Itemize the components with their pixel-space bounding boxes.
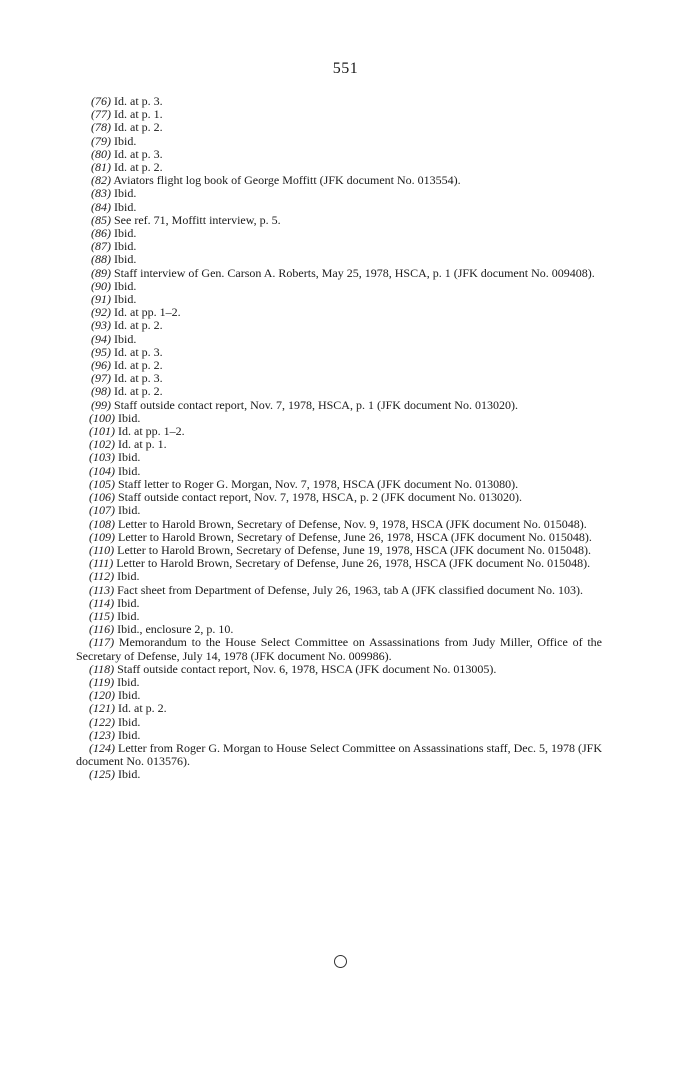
reference-note — [76, 702, 602, 715]
reference-notes-list — [76, 95, 602, 782]
note-number: (95) — [91, 344, 111, 359]
note-text: Ibid. — [117, 569, 140, 584]
note-text: See ref. 71, Moffitt interview, p. 5. — [114, 212, 281, 227]
note-text: Ibid., enclosure 2, p. 10. — [117, 622, 234, 637]
reference-note — [76, 716, 602, 729]
note-text: Staff outside contact report, Nov. 7, 1978, HSCA, p. 1 (JFK document No. 013020). — [114, 397, 518, 412]
note-number: (120) — [89, 688, 115, 703]
note-text: Ibid. — [114, 226, 137, 241]
note-text: Id. at p. 2. — [118, 701, 167, 716]
note-number: (118) — [89, 661, 115, 676]
note-text: Ibid. — [117, 595, 140, 610]
note-number: (124) — [89, 740, 115, 755]
note-number: (115) — [89, 608, 115, 623]
reference-note — [76, 636, 602, 662]
note-text: Id. at p. 2. — [114, 384, 163, 399]
reference-note — [76, 557, 602, 570]
note-text: Staff outside contact report, Nov. 6, 1978, HSCA (JFK document No. 013005). — [117, 661, 497, 676]
note-text: Ibid. — [118, 463, 141, 478]
reference-note — [76, 451, 602, 464]
reference-note — [76, 187, 602, 200]
note-number: (92) — [91, 305, 111, 320]
note-text: Staff interview of Gen. Carson A. Roberts, May 25, 1978, HSCA, p. 1 (JFK document No. 009408). — [114, 265, 595, 280]
note-text: Ibid. — [114, 278, 137, 293]
note-number: (98) — [91, 384, 111, 399]
note-number: (114) — [89, 595, 115, 610]
note-text: Staff letter to Roger G. Morgan, Nov. 7, 1978, HSCA (JFK document No. 013080). — [118, 476, 519, 491]
note-number: (108) — [89, 516, 115, 531]
reference-note — [76, 121, 602, 134]
note-text: Ibid. — [118, 410, 141, 425]
note-number: (122) — [89, 714, 115, 729]
reference-note — [76, 676, 602, 689]
note-text: Ibid. — [118, 450, 141, 465]
note-number: (102) — [89, 437, 115, 452]
note-number: (87) — [91, 239, 111, 254]
note-number: (83) — [91, 186, 111, 201]
note-text: Fact sheet from Department of Defense, July 26, 1963, tab A (JFK classified document No. 103). — [117, 582, 584, 597]
note-number: (96) — [91, 358, 111, 373]
note-number: (123) — [89, 727, 115, 742]
note-text: Ibid. — [118, 767, 141, 782]
note-number: (117) — [89, 635, 115, 650]
note-text: Id. at p. 1. — [114, 107, 163, 122]
reference-note — [76, 491, 602, 504]
note-number: (110) — [89, 542, 115, 557]
note-text: Ibid. — [117, 608, 140, 623]
note-number: (84) — [91, 199, 111, 214]
note-number: (109) — [89, 529, 115, 544]
note-text: Id. at p. 3. — [114, 146, 163, 161]
note-number: (79) — [91, 133, 111, 148]
reference-note — [76, 174, 602, 187]
note-number: (76) — [91, 94, 111, 108]
note-text: Id. at p. 3. — [114, 344, 163, 359]
note-text: Memorandum to the House Select Committee on Assassinations from Judy Miller, Office of the Secretary of Defense, July 14, 1978 (JFK document No. 009986). — [76, 635, 603, 663]
note-number: (101) — [89, 424, 115, 439]
note-number: (121) — [89, 701, 115, 716]
note-text: Letter from Roger G. Morgan to House Select Committee on Assassinations staff, Dec. 5, 1978 (JFK document No. 013576). — [76, 740, 602, 769]
note-number: (105) — [89, 476, 115, 491]
reference-note — [76, 768, 602, 781]
note-text: Ibid. — [118, 727, 141, 742]
note-text: Id. at p. 3. — [114, 94, 163, 108]
reference-note — [76, 240, 602, 253]
note-text: Id. at p. 2. — [114, 160, 163, 175]
note-text: Ibid. — [114, 239, 137, 254]
note-number: (106) — [89, 490, 115, 505]
note-text: Ibid. — [114, 133, 137, 148]
note-text: Letter to Harold Brown, Secretary of Defense, June 26, 1978, HSCA (JFK document No. 015048). — [118, 529, 592, 544]
note-number: (113) — [89, 582, 115, 597]
note-number: (116) — [89, 622, 115, 637]
note-number: (82) — [91, 173, 111, 188]
reference-note — [76, 267, 602, 280]
note-number: (85) — [91, 212, 111, 227]
note-text: Id. at p. 2. — [114, 358, 163, 373]
note-number: (100) — [89, 410, 115, 425]
note-text: Letter to Harold Brown, Secretary of Defense, Nov. 9, 1978, HSCA (JFK document No. 015048). — [118, 516, 587, 531]
note-text: Ibid. — [117, 674, 140, 689]
note-number: (119) — [89, 674, 115, 689]
note-text: Id. at pp. 1–2. — [118, 424, 185, 439]
note-text: Id. at p. 2. — [114, 120, 163, 135]
note-number: (77) — [91, 107, 111, 122]
note-text: Id. at p. 1. — [118, 437, 167, 452]
note-number: (93) — [91, 318, 111, 333]
note-number: (80) — [91, 146, 111, 161]
reference-note — [76, 584, 602, 597]
reference-note — [76, 227, 602, 240]
note-number: (81) — [91, 160, 111, 175]
note-number: (97) — [91, 371, 111, 386]
reference-note — [76, 742, 602, 768]
note-text: Ibid. — [114, 252, 137, 267]
reference-note — [76, 319, 602, 332]
note-text: Staff outside contact report, Nov. 7, 1978, HSCA, p. 2 (JFK document No. 013020). — [118, 490, 522, 505]
note-number: (89) — [91, 265, 111, 280]
note-text: Ibid. — [118, 503, 141, 518]
note-number: (112) — [89, 569, 115, 584]
note-number: (88) — [91, 252, 111, 267]
page-number: 551 — [332, 60, 359, 77]
note-text: Id. at p. 3. — [114, 371, 163, 386]
reference-note — [76, 280, 602, 293]
note-text: Ibid. — [114, 292, 137, 307]
reference-note — [76, 438, 602, 451]
note-number: (91) — [91, 292, 111, 307]
note-number: (94) — [91, 331, 111, 346]
note-number: (103) — [89, 450, 115, 465]
note-text: Ibid. — [118, 688, 141, 703]
note-text: Ibid. — [114, 331, 137, 346]
note-text: Letter to Harold Brown, Secretary of Defense, June 19, 1978, HSCA (JFK document No. 015048). — [117, 542, 592, 557]
reference-note — [76, 214, 602, 227]
reference-note — [76, 597, 602, 610]
note-text: Id. at pp. 1–2. — [114, 305, 181, 320]
reference-note — [76, 663, 602, 676]
note-number: (99) — [91, 397, 111, 412]
note-text: Letter to Harold Brown, Secretary of Defense, June 26, 1978, HSCA (JFK document No. 015048). — [116, 556, 591, 571]
note-number: (78) — [91, 120, 111, 135]
note-text: Ibid. — [114, 186, 137, 201]
note-number: (86) — [91, 226, 111, 241]
note-text: Ibid. — [114, 199, 137, 214]
note-text: Ibid. — [118, 714, 141, 729]
note-number: (125) — [89, 767, 115, 782]
note-number: (104) — [89, 463, 115, 478]
note-text: Id. at p. 2. — [114, 318, 163, 333]
note-number: (107) — [89, 503, 115, 518]
note-number: (111) — [89, 556, 114, 571]
note-text: Aviators flight log book of George Moffitt (JFK document No. 013554). — [113, 173, 461, 188]
note-number: (90) — [91, 278, 111, 293]
reference-note — [76, 399, 602, 412]
circle-mark-icon — [334, 955, 347, 968]
